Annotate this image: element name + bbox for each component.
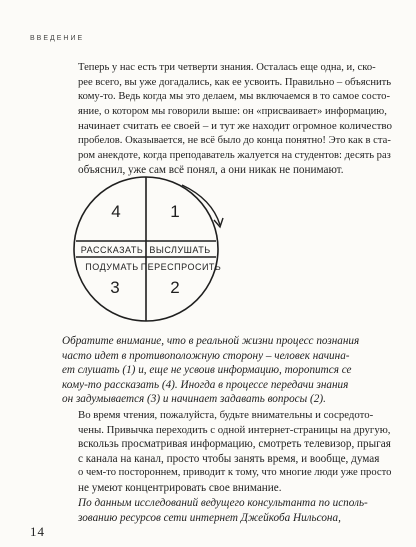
text-line: чены. Привычка переходить с одной интернет-страницы на другую,: [78, 423, 391, 436]
quadrant-4-label: РАССКАЗАТЬ: [80, 245, 144, 255]
text-line: пробелов. Оказывается, не всё было до конца понятно! Это как в ста-: [78, 134, 391, 146]
quadrant-3-label: ПОДУМАТЬ: [85, 262, 139, 272]
quadrant-3-number: 3: [110, 278, 120, 297]
text-line: он задумывается (3) и начинает задавать вопросы (2).: [62, 393, 326, 406]
running-header: ВВЕДЕНИЕ: [30, 35, 85, 42]
text-line: рее всего, вы уже догадались, как ее усвоить. Правильно – объяснить: [78, 76, 392, 88]
quadrant-4-number: 4: [111, 202, 121, 221]
text-line: кому-то рассказать (4). Иногда в процессе передачи знания: [62, 378, 349, 391]
text-line: объяснил, уже сам всё понял, а они никак не понимают.: [78, 164, 344, 177]
page-number: 14: [30, 524, 45, 539]
text-line: Во время чтения, пожалуйста, будьте внимательны и сосредото-: [78, 409, 374, 421]
text-line: о чем-то постороннем, приводит к тому, что многие люди уже просто: [78, 467, 392, 479]
quadrant-1-number: 1: [170, 202, 180, 221]
text-line: начинает считать ее своей – и тут же находит огромное количество: [78, 120, 393, 133]
text-line: не умеют концентрировать свое внимание.: [78, 481, 282, 494]
text-line: яние, о котором мы говорили выше: он «присваивает» информацию,: [78, 105, 387, 117]
quadrant-2-number: 2: [170, 278, 180, 297]
text-line: зованию ресурсов сети интернет Джейкоба Нильсона,: [78, 511, 341, 524]
text-line: По данным исследований ведущего консультанта по исполь-: [78, 497, 368, 509]
quadrant-2-label: ПЕРЕСПРОСИТЬ: [140, 262, 222, 272]
paragraph-2-note: [62, 334, 392, 407]
paragraph-3: [62, 408, 392, 496]
text-line: ром анекдоте, когда преподаватель жалуется на студентов: десять раз: [78, 149, 391, 161]
text-line: Обратите внимание, что в реальной жизни процесс познания: [62, 335, 360, 347]
paragraph-4: [62, 496, 392, 525]
text-line: вскользь просматривая информацию, смотреть телевизор, прыгая: [78, 438, 391, 451]
paragraph-1: [62, 61, 392, 178]
text-line: часто идет в противоположную сторону – человек начина-: [62, 349, 350, 362]
text-line: Теперь у нас есть три четверти знания. Осталась еще одна, и, ско-: [78, 62, 376, 73]
knowledge-circle-diagram: [60, 167, 260, 325]
text-line: ет слушать (1) и, еще не усвоив информацию, торопится се: [62, 364, 352, 377]
text-line: с канала на канал, просто чтобы занять время, и вообще, думая: [78, 452, 380, 465]
text-line: кому-то. Ведь когда мы это делаем, мы включаемся в то самое состо-: [78, 91, 390, 103]
quadrant-1-label: ВЫСЛУШАТЬ: [149, 245, 211, 255]
